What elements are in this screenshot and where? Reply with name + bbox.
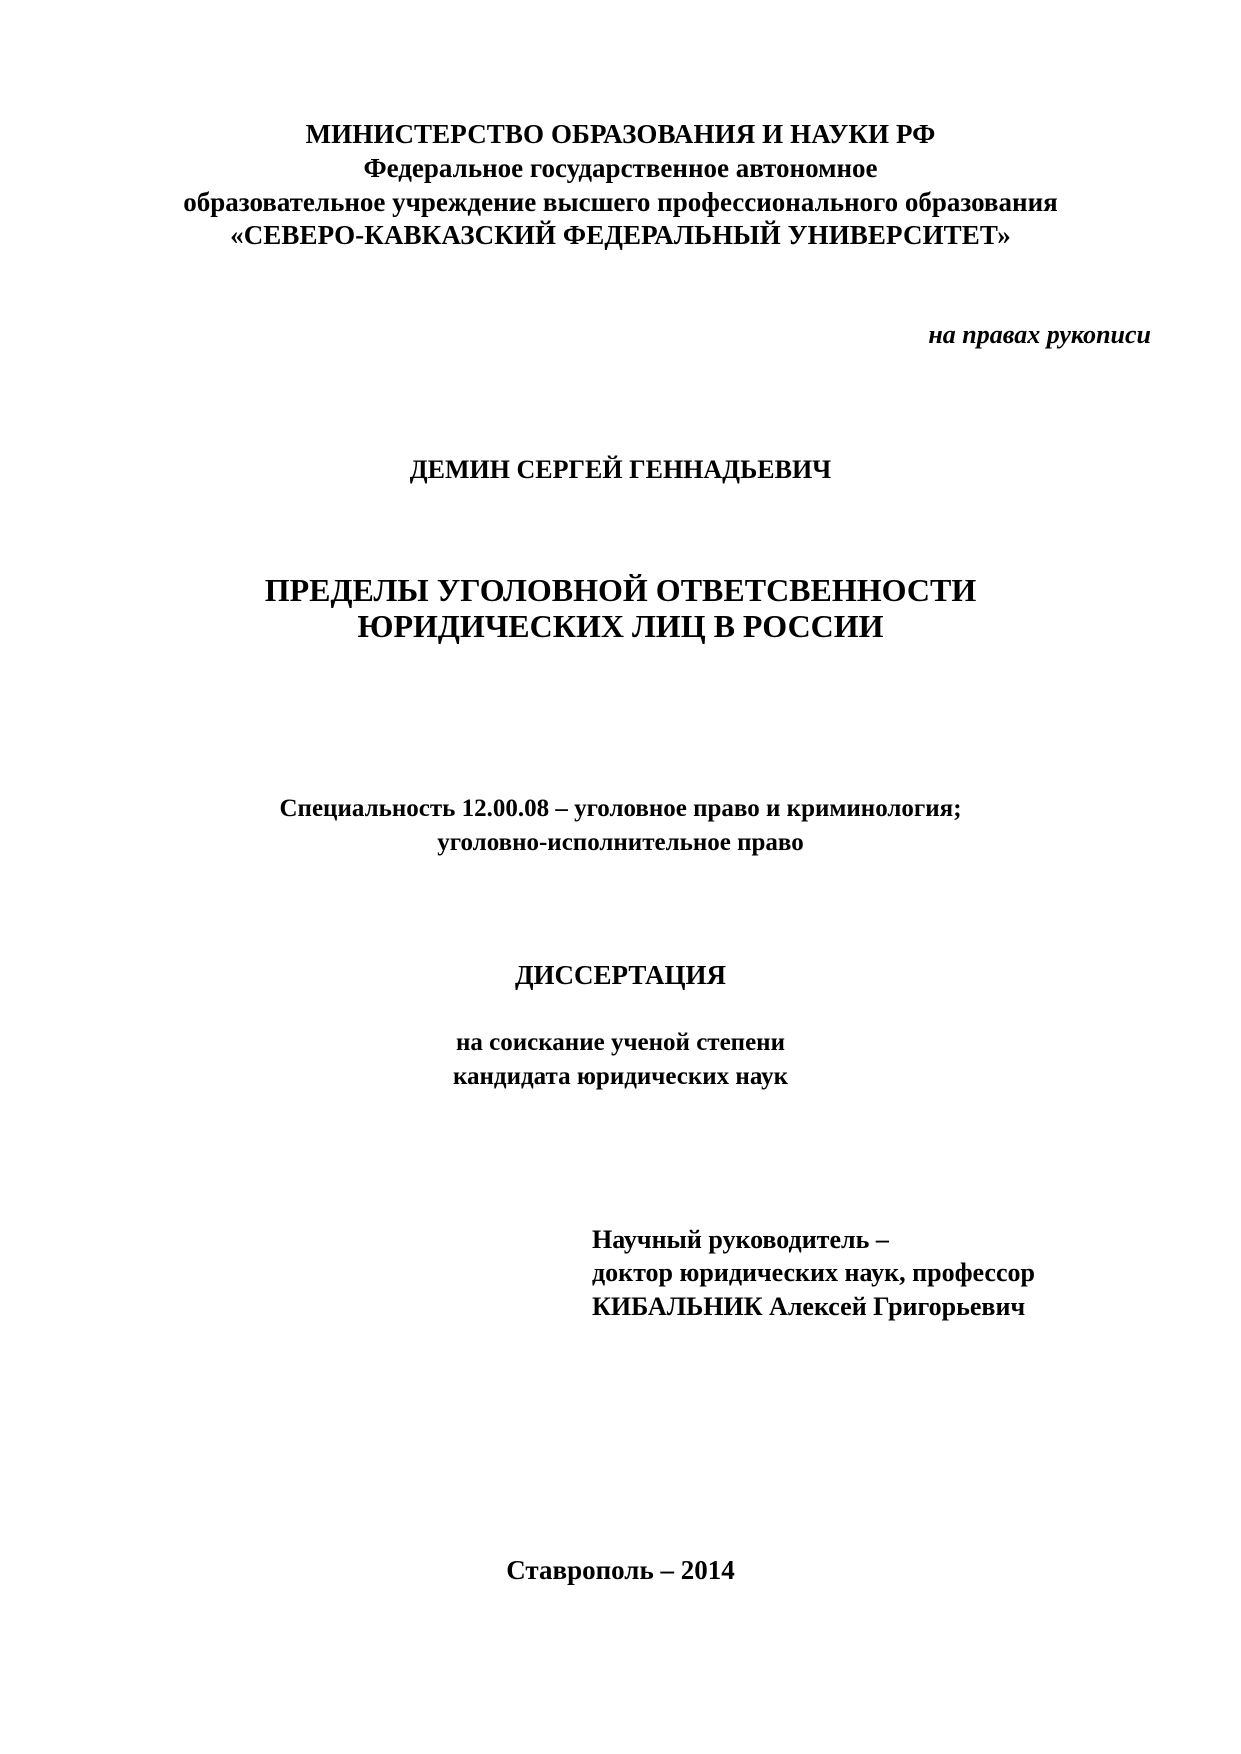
university-name: «СЕВЕРО-КАВКАЗСКИЙ ФЕДЕРАЛЬНЫЙ УНИВЕРСИТЕТ» — [230, 220, 1011, 250]
ministry-name: МИНИСТЕРСТВО ОБРАЗОВАНИЯ И НАУКИ РФ — [305, 119, 936, 149]
supervisor-name: КИБАЛЬНИК Алексей Григорьевич — [592, 1292, 1026, 1321]
institution-type-line1: Федеральное государственное автономное — [363, 153, 878, 183]
institution-type-line2: образовательное учреждение высшего профессионального образования — [183, 187, 1058, 217]
specialty-line-2: уголовно-исполнительное право — [437, 829, 804, 856]
specialty-line-1: Специальность 12.00.08 – уголовное право и криминология; — [279, 795, 962, 822]
degree-line-2: кандидата юридических наук — [453, 1063, 788, 1090]
city-year: Ставрополь – 2014 — [506, 1555, 735, 1585]
document-type: ДИССЕРТАЦИЯ — [514, 960, 727, 990]
author-name: ДЕМИН СЕРГЕЙ ГЕННАДЬЕВИЧ — [409, 455, 832, 484]
supervisor-credentials: доктор юридических наук, профессор — [592, 1258, 1035, 1287]
title-line-1: ПРЕДЕЛЫ УГОЛОВНОЙ ОТВЕТСВЕННОСТИ — [264, 572, 977, 608]
degree-line-1: на соискание ученой степени — [456, 1029, 785, 1056]
title-line-2: ЮРИДИЧЕСКИХ ЛИЦ В РОССИИ — [357, 608, 884, 644]
manuscript-note: на правах рукописи — [928, 320, 1151, 349]
supervisor-role: Научный руководитель – — [592, 1225, 889, 1254]
